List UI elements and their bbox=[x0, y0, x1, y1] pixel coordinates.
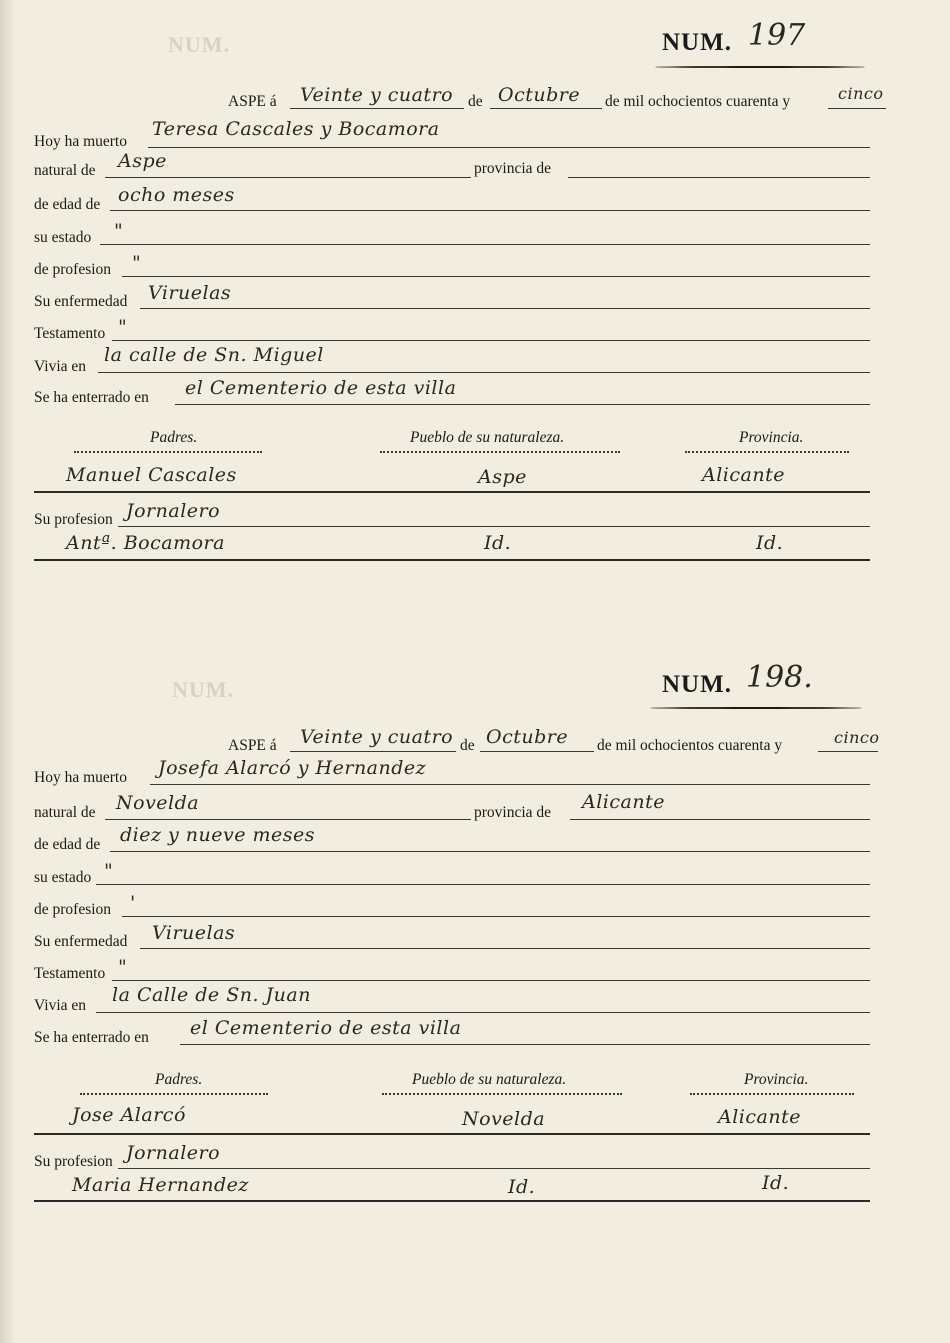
place-label: ASPE á bbox=[228, 93, 277, 110]
rule bbox=[105, 177, 471, 178]
day-value: Veinte y cuatro bbox=[300, 84, 454, 106]
num-value: 197 bbox=[748, 18, 806, 53]
father-province: Alicante bbox=[702, 464, 785, 486]
rule bbox=[100, 244, 870, 245]
native-label: natural de bbox=[34, 162, 96, 179]
rule bbox=[140, 308, 870, 309]
age-value: diez y nueve meses bbox=[120, 824, 316, 846]
province-label: provincia de bbox=[474, 804, 552, 821]
age-label: de edad de bbox=[34, 836, 101, 853]
native-value: Aspe bbox=[118, 150, 167, 172]
num-value: 198. bbox=[746, 660, 813, 695]
year-label: de mil ochocientos cuarenta y bbox=[605, 93, 791, 110]
month-value: Octubre bbox=[486, 726, 569, 748]
age-value: ocho meses bbox=[118, 184, 235, 206]
num-label: NUM. bbox=[662, 29, 732, 56]
province-header: Provincia. bbox=[739, 429, 804, 446]
page-binding-edge bbox=[0, 0, 14, 1343]
rule bbox=[112, 340, 870, 341]
de-label: de bbox=[460, 737, 475, 754]
month-value: Octubre bbox=[498, 84, 581, 106]
illness-value: Viruelas bbox=[152, 922, 236, 944]
rule bbox=[110, 851, 870, 852]
lived-value: la Calle de Sn. Juan bbox=[112, 984, 311, 1006]
testament-label: Testamento bbox=[34, 325, 106, 342]
ghost-num-198: NUM. bbox=[172, 677, 235, 702]
header-underline bbox=[382, 1093, 622, 1095]
state-label: su estado bbox=[34, 229, 92, 246]
profession-value: ' bbox=[130, 892, 136, 914]
rule bbox=[118, 1168, 870, 1169]
lived-label: Vivia en bbox=[34, 997, 87, 1014]
buried-value: el Cementerio de esta villa bbox=[185, 377, 457, 399]
mother-name: Antª. Bocamora bbox=[66, 532, 225, 554]
father-name: Manuel Cascales bbox=[66, 464, 237, 486]
header-underline bbox=[80, 1093, 268, 1095]
rule bbox=[175, 404, 870, 405]
rule bbox=[150, 784, 870, 785]
illness-value: Viruelas bbox=[148, 282, 232, 304]
header-underline bbox=[380, 451, 620, 453]
place-label: ASPE á bbox=[228, 737, 277, 754]
mother-town: Id. bbox=[484, 532, 512, 554]
num-underline bbox=[650, 707, 862, 709]
province-label: provincia de bbox=[474, 160, 552, 177]
native-value: Novelda bbox=[116, 792, 200, 814]
state-label: su estado bbox=[34, 869, 92, 886]
rule bbox=[118, 526, 870, 527]
parents-header: Padres. bbox=[150, 429, 198, 446]
rule bbox=[570, 819, 870, 820]
parents-header: Padres. bbox=[155, 1071, 203, 1088]
town-header: Pueblo de su naturaleza. bbox=[410, 429, 565, 446]
year-suffix: cinco bbox=[834, 728, 880, 747]
rule bbox=[290, 108, 464, 109]
native-label: natural de bbox=[34, 804, 96, 821]
state-value: " bbox=[104, 860, 114, 882]
illness-label: Su enfermedad bbox=[34, 293, 128, 310]
header-underline bbox=[690, 1093, 854, 1095]
header-underline bbox=[74, 451, 262, 453]
mother-town: Id. bbox=[508, 1176, 536, 1198]
mother-name: Maria Hernandez bbox=[72, 1174, 249, 1196]
rule bbox=[568, 177, 870, 178]
rule bbox=[96, 884, 870, 885]
rule bbox=[122, 916, 870, 917]
num-label: NUM. bbox=[662, 671, 732, 698]
testament-label: Testamento bbox=[34, 965, 106, 982]
lived-value: la calle de Sn. Miguel bbox=[104, 344, 324, 366]
rule bbox=[818, 751, 878, 752]
illness-label: Su enfermedad bbox=[34, 933, 128, 950]
rule bbox=[490, 108, 602, 109]
father-profession-label: Su profesion bbox=[34, 511, 113, 528]
state-value: " bbox=[114, 220, 124, 242]
day-value: Veinte y cuatro bbox=[300, 726, 454, 748]
rule bbox=[34, 1200, 870, 1202]
buried-value: el Cementerio de esta villa bbox=[190, 1017, 462, 1039]
profession-label: de profesion bbox=[34, 261, 112, 278]
ghost-num-197: NUM. bbox=[168, 32, 231, 57]
profession-value: " bbox=[132, 252, 142, 274]
year-label: de mil ochocientos cuarenta y bbox=[597, 737, 783, 754]
father-profession-value: Jornalero bbox=[126, 500, 221, 522]
father-town: Novelda bbox=[462, 1108, 546, 1130]
header-underline bbox=[685, 451, 849, 453]
died-label: Hoy ha muerto bbox=[34, 133, 127, 150]
father-town: Aspe bbox=[478, 466, 527, 488]
mother-province: Id. bbox=[756, 532, 784, 554]
mother-province: Id. bbox=[762, 1172, 790, 1194]
father-profession-value: Jornalero bbox=[126, 1142, 221, 1164]
year-suffix: cinco bbox=[838, 84, 884, 103]
rule bbox=[34, 1133, 870, 1135]
rule bbox=[828, 108, 886, 109]
rule bbox=[105, 819, 471, 820]
testament-value: " bbox=[118, 956, 128, 978]
lived-label: Vivia en bbox=[34, 358, 87, 375]
rule bbox=[96, 1012, 870, 1013]
rule bbox=[34, 491, 870, 493]
num-underline bbox=[655, 66, 865, 68]
province-header: Provincia. bbox=[744, 1071, 809, 1088]
rule bbox=[148, 147, 870, 148]
buried-label: Se ha enterrado en bbox=[34, 389, 149, 406]
profession-label: de profesion bbox=[34, 901, 112, 918]
father-province: Alicante bbox=[718, 1106, 801, 1128]
father-profession-label: Su profesion bbox=[34, 1153, 113, 1170]
father-name: Jose Alarcó bbox=[72, 1104, 186, 1126]
rule bbox=[98, 372, 870, 373]
rule bbox=[112, 980, 870, 981]
rule bbox=[110, 210, 870, 211]
died-label: Hoy ha muerto bbox=[34, 769, 127, 786]
testament-value: " bbox=[118, 316, 128, 338]
buried-label: Se ha enterrado en bbox=[34, 1029, 149, 1046]
age-label: de edad de bbox=[34, 196, 101, 213]
rule bbox=[480, 751, 594, 752]
rule bbox=[290, 751, 456, 752]
province-value: Alicante bbox=[582, 791, 665, 813]
died-value: Josefa Alarcó y Hernandez bbox=[158, 757, 427, 779]
de-label: de bbox=[468, 93, 483, 110]
rule bbox=[180, 1044, 870, 1045]
town-header: Pueblo de su naturaleza. bbox=[412, 1071, 567, 1088]
rule bbox=[34, 559, 870, 561]
rule bbox=[122, 276, 870, 277]
died-value: Teresa Cascales y Bocamora bbox=[152, 118, 440, 140]
rule bbox=[140, 948, 870, 949]
